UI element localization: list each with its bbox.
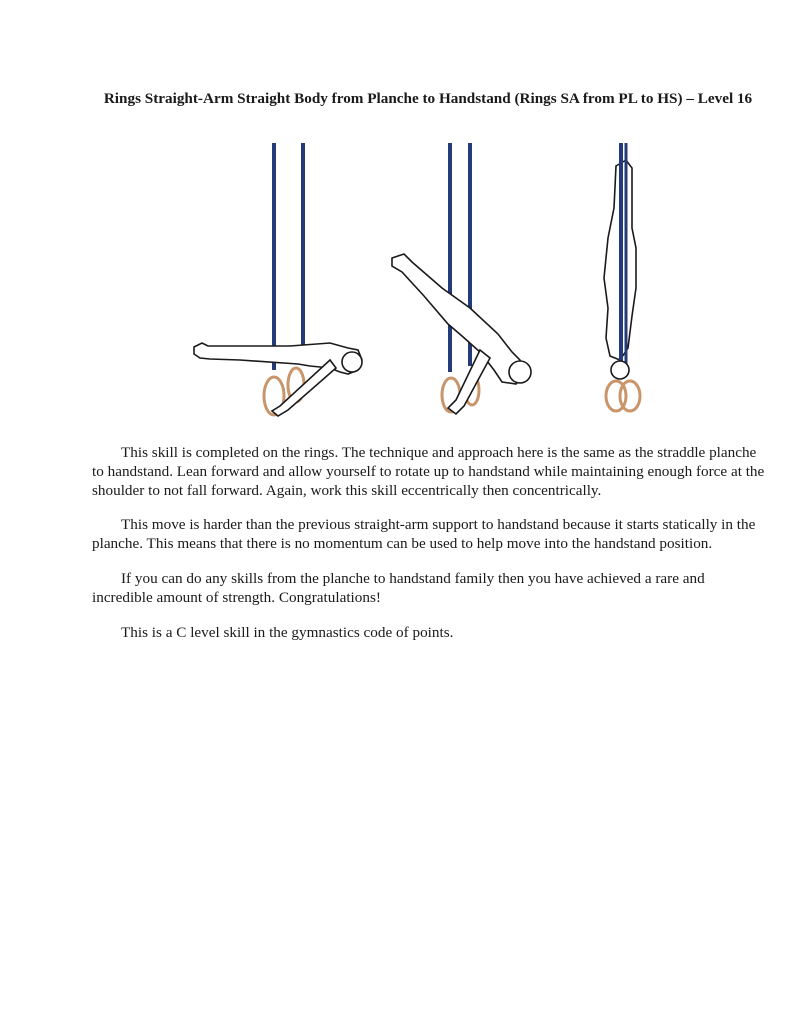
frame-planche [194, 143, 362, 416]
athlete-head [509, 361, 531, 383]
frame-handstand [604, 143, 640, 411]
paragraph: This skill is completed on the rings. The technique and approach here is the same as the straddle planche to handstand. Lean forward and allow yourself to rotate up to handstand while maintaining enough force at the shoulder to not fall forward. Again, work this skill eccentrically then concentrically. [92, 444, 765, 499]
paragraph: If you can do any skills from the planche to handstand family then you have achieved a rare and incredible amount of strength. Congratulations! [92, 570, 705, 606]
skill-illustration [180, 138, 680, 428]
page-title: Rings Straight-Arm Straight Body from Planche to Handstand (Rings SA from PL to HS) – Level 16 [103, 90, 753, 107]
frame-mid-press [392, 143, 531, 414]
athlete-head [611, 361, 629, 379]
athlete-body [392, 254, 524, 384]
paragraph: This is a C level skill in the gymnastics code of points. [121, 624, 454, 641]
ring [620, 381, 640, 411]
paragraph: This move is harder than the previous straight-arm support to handstand because it starts statically in the planche. This means that there is no momentum can be used to help move into the handstand position. [92, 516, 756, 552]
athlete-body [194, 343, 362, 374]
athlete-head [342, 352, 362, 372]
